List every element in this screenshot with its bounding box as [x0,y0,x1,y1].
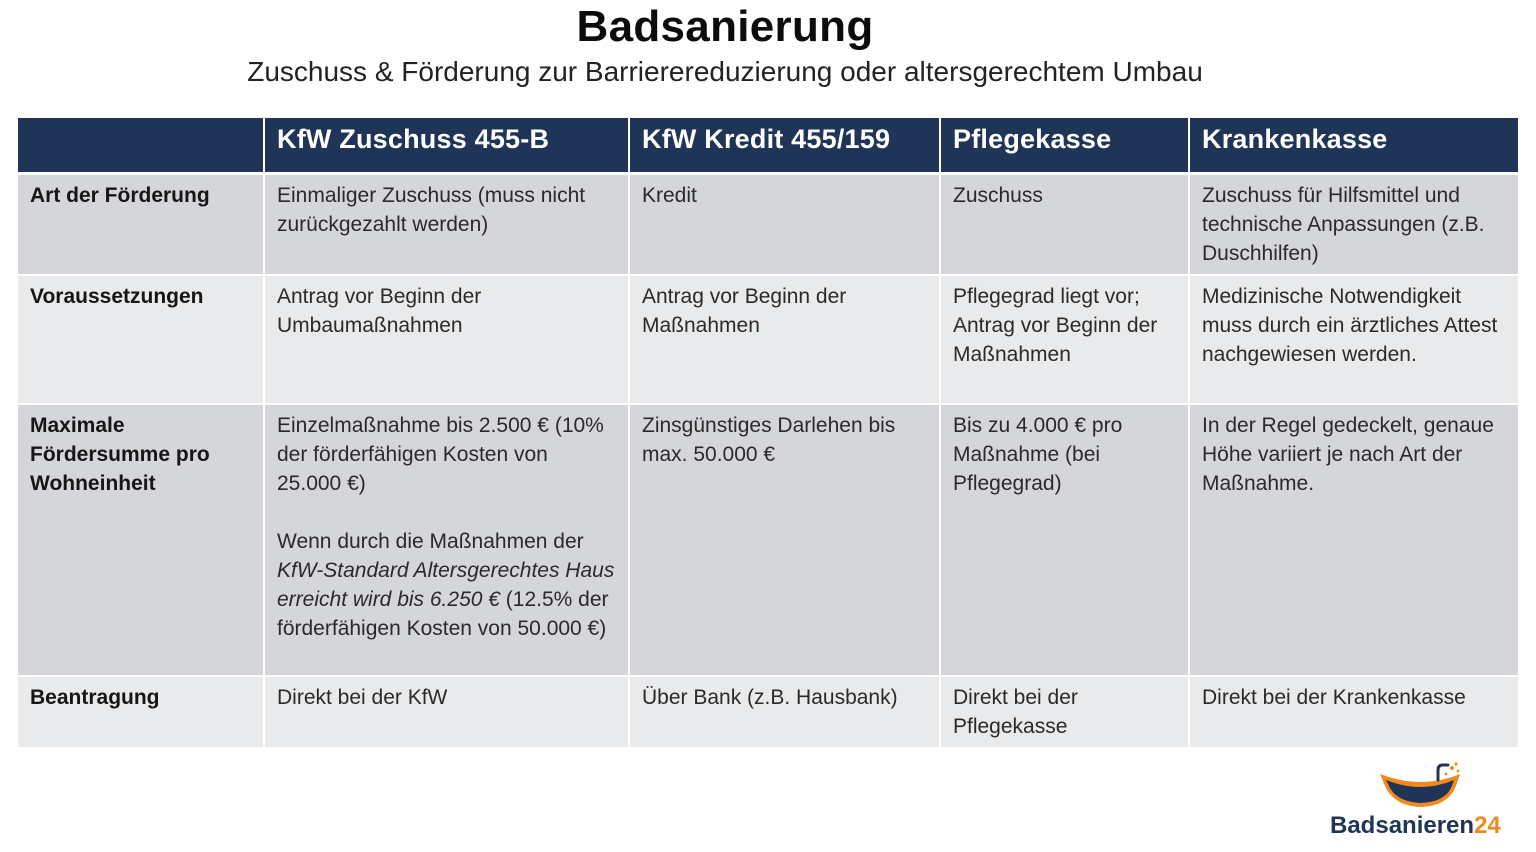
row-label-voraussetzungen: Voraussetzungen [18,275,264,404]
header-pflegekasse: Pflegekasse [940,118,1189,174]
table-header-row [18,118,1518,174]
page-title: Badsanierung [576,2,874,51]
brand-name [1330,812,1501,840]
row-label-maximale-foerdersumme: Maximale Fördersumme pro Wohneinheit [18,404,264,676]
cell-max-pflegekasse: Bis zu 4.000 € pro Maßnahme (bei Pflegegrad) [940,404,1189,676]
cell-vor-pflegekasse: Pflegegrad liegt vor; Antrag vor Beginn der Maßnahmen [940,275,1189,404]
cell-bea-kfw-kredit: Über Bank (z.B. Hausbank) [629,676,940,748]
cell-bea-krankenkasse: Direkt bei der Krankenkasse [1189,676,1518,748]
max-kfw-zuschuss-italic: KfW-Standard Altersgerechtes Haus erreicht wird bis 6.250 € [277,559,615,611]
max-kfw-zuschuss-para1: Einzelmaßnahme bis 2.500 € (10% der förderfähigen Kosten von 25.000 €) [277,414,604,495]
cell-bea-kfw-zuschuss: Direkt bei der KfW [264,676,629,748]
brand-name-accent: 24 [1474,812,1501,839]
brand-name-main: Badsanieren [1330,812,1475,839]
cell-max-krankenkasse: In der Regel gedeckelt, genaue Höhe variiert je nach Art der Maßnahme. [1189,404,1518,676]
comparison-table [18,118,1518,749]
page-subtitle: Zuschuss & Förderung zur Barrierereduzierung oder altersgerechtem Umbau [247,56,1203,87]
header-empty [18,118,264,174]
table-row-voraussetzungen [18,275,1518,404]
cell-vor-kfw-kredit: Antrag vor Beginn der Maßnahmen [629,275,940,404]
cell-vor-kfw-zuschuss: Antrag vor Beginn der Umbaumaßnahmen [264,275,629,404]
table-row-art [18,174,1518,276]
table-row-maximale-foerdersumme [18,404,1518,676]
row-label-art: Art der Förderung [18,174,264,276]
cell-max-kfw-zuschuss [264,404,629,676]
cell-art-pflegekasse: Zuschuss [940,174,1189,276]
table-row-beantragung [18,676,1518,748]
bathtub-icon [1376,760,1466,812]
header-kfw-zuschuss: KfW Zuschuss 455-B [264,118,629,174]
cell-vor-krankenkasse: Medizinische Notwendigkeit muss durch ein ärztliches Attest nachgewiesen werden. [1189,275,1518,404]
max-kfw-zuschuss-intro: Wenn durch die Maßnahmen der [277,530,584,553]
cell-art-kfw-kredit: Kredit [629,174,940,276]
cell-art-kfw-zuschuss: Einmaliger Zuschuss (muss nicht zurückgezahlt werden) [264,174,629,276]
header-krankenkasse: Krankenkasse [1189,118,1518,174]
cell-max-kfw-kredit: Zinsgünstiges Darlehen bis max. 50.000 € [629,404,940,676]
max-kfw-zuschuss-rest: (12.5% der förderfähigen Kosten von 50.000 €) [277,588,609,640]
row-label-beantragung: Beantragung [18,676,264,748]
brand-logo[interactable] [1328,760,1518,846]
cell-bea-pflegekasse: Direkt bei der Pflegekasse [940,676,1189,748]
cell-art-krankenkasse: Zuschuss für Hilfsmittel und technische Anpassungen (z.B. Duschhilfen) [1189,174,1518,276]
header-kfw-kredit: KfW Kredit 455/159 [629,118,940,174]
